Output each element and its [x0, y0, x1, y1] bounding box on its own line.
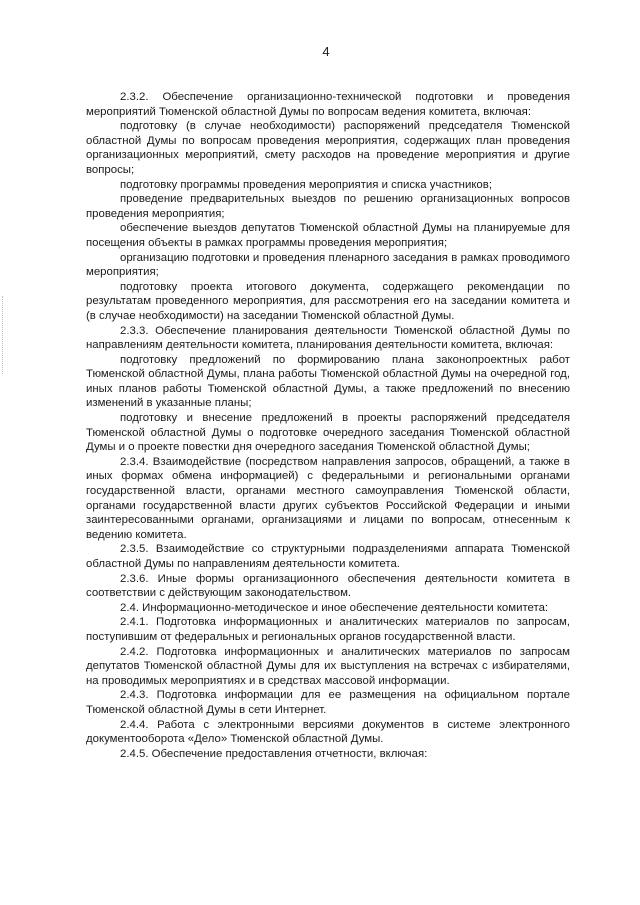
paragraph-2-3-4: 2.3.4. Взаимодействие (посредством направления запросов, обращений, а также в иных формах обмена информацией) с федеральными и региональными органами государственной власти, органами местного самоуправления Тюменской области, органами государственной власти других субъектов Российской Федерации и иными заинтересованными органами, организациями и лицами по вопросам, отнесенным к ведению комитета. [86, 455, 570, 541]
paragraph-2-4-3: 2.4.3. Подготовка информации для ее размещения на официальном портале Тюменской областной Думы в сети Интернет. [86, 689, 570, 716]
paragraph-2-3-3: 2.3.3. Обеспечение планирования деятельности Тюменской областной Думы по направлениям деятельности комитета, планирования деятельности комитета, включая: [86, 324, 570, 352]
paragraph-2-4-1: 2.4.1. Подготовка информационных и аналитических материалов по запросам, поступившим от федеральных и региональных органов государственной власти. [86, 616, 570, 643]
paragraph-item: обеспечение выездов депутатов Тюменской областной Думы на планируемые для посещения объекты в рамках программы проведения мероприятия; [86, 222, 570, 249]
paragraph-2-4-4: 2.4.4. Работа с электронными версиями документов в системе электронного документооборота «Дело» Тюменской областной Думы. [86, 718, 570, 746]
paragraph-2-4-2: 2.4.2. Подготовка информационных и аналитических материалов по запросам депутатов Тюменской областной Думы для их выступления на встречах с избирателями, на проводимых мероприятиях и в средствах массовой информации. [86, 645, 570, 687]
page-number: 4 [322, 44, 330, 59]
paragraph-item: организацию подготовки и проведения пленарного заседания в рамках проводимого мероприятия; [86, 251, 570, 279]
document-body [86, 90, 570, 761]
paragraph-item: подготовку (в случае необходимости) распоряжений председателя Тюменской областной Думы по вопросам проведения мероприятия, содержащих план проведения организационных мероприятий, смету расходов на проведение мероприятия и другие вопросы; [86, 120, 570, 176]
paragraph-2-4: 2.4. Информационно-методическое и иное обеспечение деятельности комитета: [120, 601, 549, 614]
paragraph-item: подготовку проекта итогового документа, содержащего рекомендации по результатам проведенного мероприятия, для рассмотрения его на заседании комитета и (в случае необходимости) на заседании Тюменской областной Думы. [86, 280, 570, 322]
paragraph-item: подготовку и внесение предложений в проекты распоряжений председателя Тюменской областной Думы о подготовке очередного заседания Тюменской областной Думы и о проекте повестки дня очередного заседания Тюменской областной Думы; [86, 412, 570, 454]
margin-mark [2, 296, 4, 374]
paragraph-item: проведение предварительных выездов по решению организационных вопросов проведения мероприятия; [86, 193, 570, 220]
paragraph-2-4-5: 2.4.5. Обеспечение предоставления отчетности, включая: [120, 747, 428, 760]
paragraph-item: подготовку предложений по формированию плана законопроектных работ Тюменской областной Думы, плана работы Тюменской областной Думы на очередной год, иных планов работы Тюменской областной Думы, а также предложений по внесению изменений в указанные планы; [86, 353, 570, 410]
paragraph-2-3-6: 2.3.6. Иные формы организационного обеспечения деятельности комитета в соответствии с действующим законодательством. [86, 572, 570, 600]
paragraph-2-3-2: 2.3.2. Обеспечение организационно-технической подготовки и проведения мероприятий Тюменской областной Думы по вопросам ведения комитета, включая: [86, 91, 570, 118]
paragraph-item: подготовку программы проведения мероприятия и списка участников; [120, 178, 492, 191]
paragraph-2-3-5: 2.3.5. Взаимодействие со структурными подразделениями аппарата Тюменской областной Думы по направлениям деятельности комитета. [86, 543, 570, 570]
